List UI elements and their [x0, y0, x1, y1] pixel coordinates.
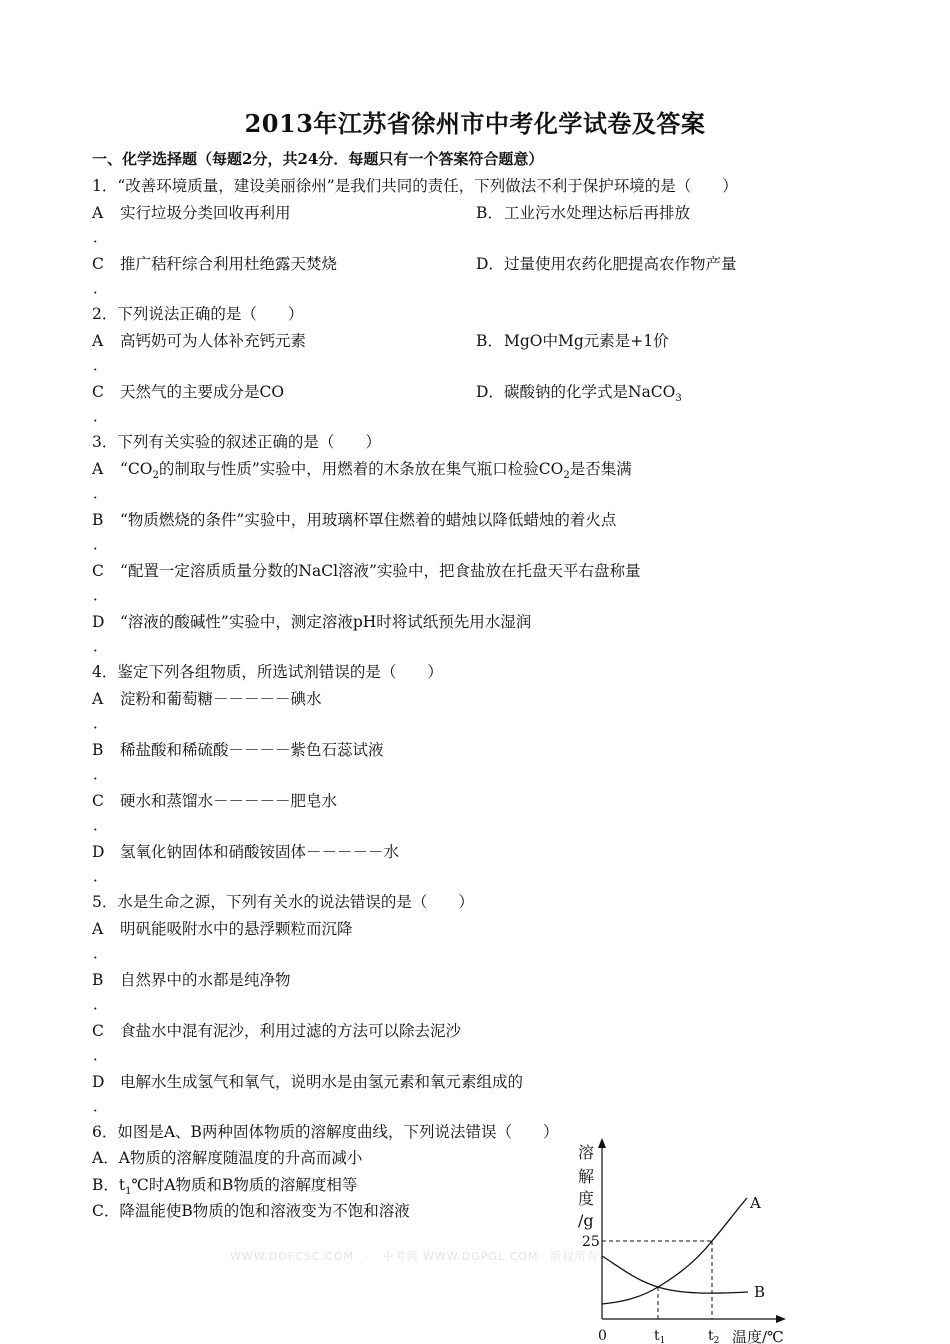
question-3-option-c[interactable] — [92, 559, 640, 581]
option-text: 是否集满 — [569, 460, 632, 478]
question-3-stem: 3．下列有关实验的叙述正确的是（ ） — [92, 433, 381, 451]
question-6-option-c[interactable]: C．降温能使B物质的饱和溶液变为不饱和溶液 — [92, 1202, 410, 1220]
question-2-option-d[interactable] — [476, 380, 682, 404]
option-letter: B． — [476, 332, 503, 350]
option-text: B．t — [92, 1176, 126, 1194]
option-letter: A — [92, 332, 104, 350]
tick-subscript: 1 — [659, 1336, 666, 1344]
option-text: 稀盐酸和稀硫酸－－－－紫色石蕊试液 — [120, 741, 384, 759]
option-dot: ． — [93, 765, 109, 783]
question-1-option-b[interactable] — [476, 201, 690, 223]
page-title: 2013年江苏省徐州市中考化学试卷及答案 — [244, 109, 706, 138]
watermark: WWW.DOFCSC.COM · 中考网 WWW.DGPGL.COM 版权所有 — [230, 1250, 599, 1263]
x-tick-label-t2 — [708, 1328, 719, 1344]
option-text: 淀粉和葡萄糖－－－－－碘水 — [120, 690, 322, 708]
question-5-option-b[interactable] — [92, 968, 291, 990]
option-dot: ． — [93, 1046, 109, 1064]
question-1-option-c[interactable] — [92, 252, 337, 274]
option-letter: D． — [476, 255, 504, 273]
question-5-stem: 5．水是生命之源，下列有关水的说法错误的是（ ） — [92, 893, 474, 911]
tick-base: t — [654, 1328, 660, 1344]
option-letter: D — [92, 843, 105, 861]
curve-a-label: A — [750, 1194, 761, 1212]
option-text: 的制取与性质”实验中，用燃着的木条放在集气瓶口检验CO — [158, 460, 564, 478]
question-1-option-d[interactable] — [476, 252, 737, 274]
option-dot: ． — [93, 484, 109, 502]
question-3-option-a[interactable] — [92, 457, 632, 481]
subscript: 3 — [675, 393, 682, 405]
curve-a — [602, 1198, 747, 1304]
option-text: 过量使用农药化肥提高农作物产量 — [504, 255, 737, 273]
option-text: MgO中Mg元素是+1价 — [504, 332, 669, 350]
solubility-curve-figure — [560, 1134, 800, 1344]
option-letter: D — [92, 613, 105, 631]
subscript: 2 — [152, 470, 159, 482]
question-2-stem: 2．下列说法正确的是（ ） — [92, 305, 304, 323]
option-text: 碳酸钠的化学式是NaCO — [504, 383, 676, 401]
option-text: “CO — [120, 460, 153, 478]
question-4-option-b[interactable] — [92, 738, 384, 760]
option-text: 实行垃圾分类回收再利用 — [120, 204, 291, 222]
option-dot: ． — [93, 714, 109, 732]
section-heading: 一、化学选择题（每题2分，共24分．每题只有一个答案符合题意） — [92, 150, 544, 168]
option-text: 自然界中的水都是纯净物 — [120, 971, 291, 989]
option-letter: B — [92, 511, 104, 529]
option-dot: ． — [93, 356, 109, 374]
y-tick-label: 25 — [582, 1234, 600, 1250]
option-letter: C — [92, 1022, 104, 1040]
x-axis-label: 温度/℃ — [732, 1328, 784, 1344]
x-axis-arrow — [776, 1315, 786, 1323]
y-axis-label-char: 度 — [578, 1189, 595, 1208]
option-text: 食盐水中混有泥沙，利用过滤的方法可以除去泥沙 — [120, 1022, 462, 1040]
question-2-option-a[interactable] — [92, 329, 306, 351]
option-letter: D — [92, 1073, 105, 1091]
origin-label: 0 — [598, 1328, 607, 1344]
curve-b-label: B — [754, 1283, 766, 1301]
option-letter: B — [92, 971, 104, 989]
question-2-option-c[interactable] — [92, 380, 284, 402]
option-letter: A — [92, 690, 104, 708]
option-dot: ． — [93, 228, 109, 246]
subscript: 1 — [125, 1186, 132, 1198]
question-6-option-a[interactable]: A．A物质的溶解度随温度的升高而减小 — [92, 1149, 363, 1167]
option-letter: C — [92, 792, 104, 810]
tick-subscript: 2 — [713, 1336, 720, 1344]
option-dot: ． — [93, 586, 109, 604]
option-dot: ． — [93, 1097, 109, 1115]
curve-b — [602, 1256, 748, 1293]
option-text: “溶液的酸碱性”实验中，测定溶液pH时将试纸预先用水湿润 — [120, 613, 532, 631]
question-4-option-a[interactable] — [92, 687, 322, 709]
option-letter: C — [92, 383, 104, 401]
option-text: 硬水和蒸馏水－－－－－肥皂水 — [120, 792, 338, 810]
question-2-option-b[interactable] — [476, 329, 669, 351]
question-6-stem: 6．如图是A、B两种固体物质的溶解度曲线，下列说法错误（ ） — [92, 1123, 559, 1141]
tick-base: t — [708, 1328, 714, 1344]
question-5-option-d[interactable] — [92, 1070, 523, 1092]
option-text: 天然气的主要成分是CO — [120, 383, 285, 401]
question-4-option-c[interactable] — [92, 789, 337, 811]
option-text: 明矾能吸附水中的悬浮颗粒而沉降 — [120, 920, 353, 938]
option-text: 电解水生成氢气和氧气，说明水是由氢元素和氧元素组成的 — [120, 1073, 524, 1091]
question-3-option-d[interactable] — [92, 610, 531, 632]
option-dot: ． — [93, 944, 109, 962]
option-letter: C — [92, 255, 104, 273]
option-dot: ． — [93, 816, 109, 834]
option-text: “配置一定溶质质量分数的NaCl溶液”实验中，把食盐放在托盘天平右盘称量 — [120, 562, 641, 580]
y-axis-label — [578, 1143, 594, 1230]
y-axis-arrow — [598, 1138, 606, 1148]
y-axis-label-char: 解 — [578, 1167, 595, 1186]
question-6-option-b[interactable] — [92, 1173, 357, 1197]
question-5-option-a[interactable] — [92, 917, 353, 939]
option-letter: B — [92, 741, 104, 759]
question-5-option-c[interactable] — [92, 1019, 461, 1041]
option-text: 工业污水处理达标后再排放 — [504, 204, 691, 222]
x-tick-label-t1 — [654, 1328, 665, 1344]
question-4-stem: 4．鉴定下列各组物质，所选试剂错误的是（ ） — [92, 663, 443, 681]
option-letter: D． — [476, 383, 504, 401]
option-dot: ． — [93, 407, 109, 425]
question-1-option-a[interactable] — [92, 201, 291, 223]
subscript: 2 — [563, 470, 570, 482]
option-text: 氢氧化钠固体和硝酸铵固体－－－－－水 — [120, 843, 400, 861]
option-dot: ． — [93, 637, 109, 655]
y-axis-label-char: /g — [578, 1211, 594, 1230]
option-text: “物质燃烧的条件”实验中，用玻璃杯罩住燃着的蜡烛以降低蜡烛的着火点 — [120, 511, 617, 529]
question-1-stem: 1．“改善环境质量，建设美丽徐州”是我们共同的责任，下列做法不利于保护环境的是（ ） — [92, 177, 738, 195]
question-3-option-b[interactable] — [92, 508, 616, 530]
option-letter: A — [92, 460, 104, 478]
option-text: 高钙奶可为人体补充钙元素 — [120, 332, 307, 350]
question-4-option-d[interactable] — [92, 840, 399, 862]
option-letter: A — [92, 204, 104, 222]
option-dot: ． — [93, 279, 109, 297]
option-dot: ． — [93, 535, 109, 553]
option-letter: C — [92, 562, 104, 580]
option-text: 推广秸秆综合利用杜绝露天焚烧 — [120, 255, 338, 273]
option-dot: ． — [93, 995, 109, 1013]
option-dot: ． — [93, 867, 109, 885]
option-text: ℃时A物质和B物质的溶解度相等 — [131, 1176, 358, 1194]
y-axis-label-char: 溶 — [578, 1143, 595, 1162]
option-letter: B． — [476, 204, 503, 222]
option-letter: A — [92, 920, 104, 938]
